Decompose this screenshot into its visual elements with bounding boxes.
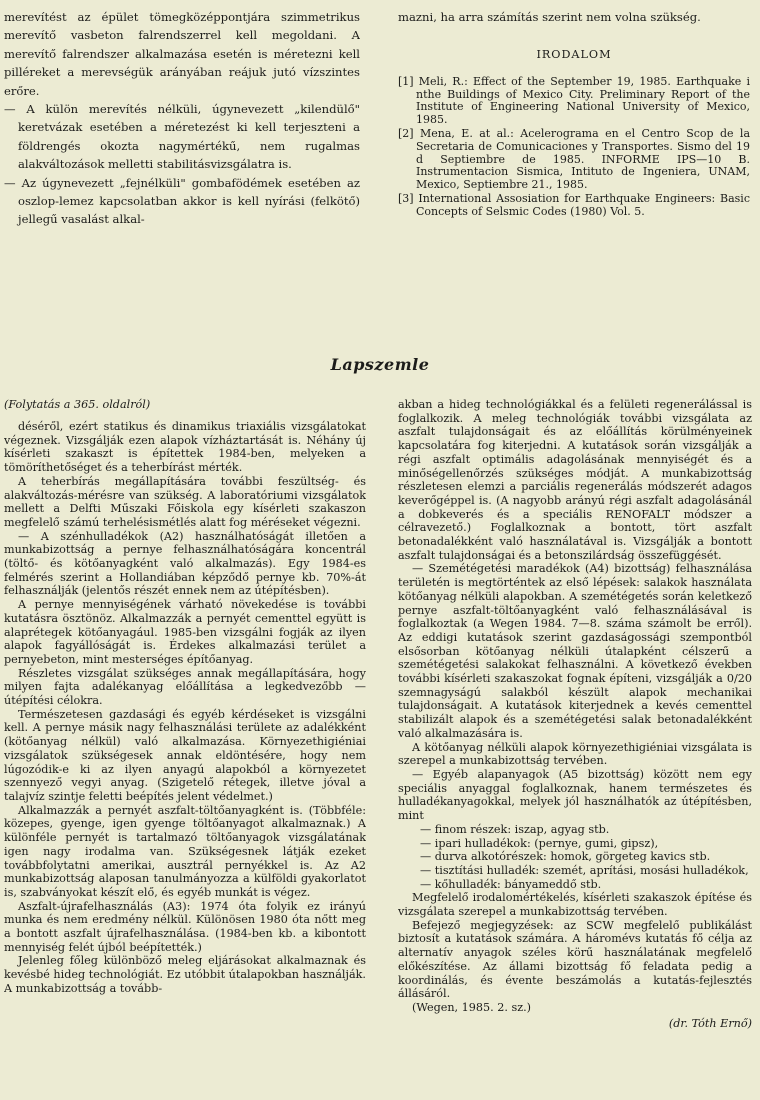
list-item: — tisztítási hulladék: szemét, aprítási, mosási hulladékok, xyxy=(420,863,749,877)
list-item: — durva alkotórészek: homok, görgeteg kavics stb. xyxy=(420,850,711,864)
paragraph: A teherbírás megállapítására további feszültség- és alakváltozás-mérésre van szükség. A laboratóriumi vizsgálatok mellett a Delfti Műszaki Főiskola egy kísérleti szakaszon megfelelő számú terhelésismétlés alatt fog méréseket végezni. xyxy=(4,474,366,529)
paragraph: merevítést az épület tömegközéppontjára szimmetrikus merevítő vasbeton falrendszerrel kell megoldani. A merevítő falrendszer alkalmazása esetén is méretezni kell pilléreket a merevségük arányában reájuk jutó vízszintes erőre. xyxy=(4,10,360,98)
reference-item: [1] Meli, R.: Effect of the September 19, 1985. Earthquake i nthe Buildings of Mexico City. Preliminary Report of the Institute of Engineering National University of Mexico, 1985. xyxy=(398,75,750,126)
paragraph: A pernye mennyiségének várható növekedése is további kutatásra ösztönöz. Alkalmazzák a pernyét cementtel együtt is alaprétegek kötőanyagául. 1985-ben vizsgálni fogják az ilyen alapok fagyállóságát is. Érdekes alkalmazási terület a pernyebeton, mint mesterséges építőanyag. xyxy=(4,598,366,666)
continued-note: (Folytatás a 365. oldalról) xyxy=(4,398,151,411)
bottom-right-column xyxy=(398,398,752,1030)
list-item: — ipari hulladékok: (pernye, gumi, gipsz), xyxy=(420,836,659,850)
paragraph: Alkalmazzák a pernyét aszfalt-töltőanyagként is. (Többféle: közepes, gyenge, igen gyenge töltőanyagot alkalmaznak.) A különféle pernyét is tartalmazó töltőanyagok vizsgálatának igen nagy irodalma van. Szükségesnek látják ezeket továbbfolytatni amerikai, ausztrál pernyékkel is. Az A2 munkabizottság alaposan tanulmányozza a külföldi gyakorlatot is, szabványokat készít elő, és egyéb munkát is végez. xyxy=(4,803,366,899)
paragraph: — Szemétégetési maradékok (A4) bizottság) felhasználása területén is megtörténtek az első lépések: salakok használata kötőanyag nélküli alapokban. A szemétégetés során keletkező pernye aszfalt-töltőanyagként való felhasználásával is foglalkoztak (a Wegen 1984. 7—8. száma számolt be erről). Az eddigi kutatások szerint gazdaságossági szempontból elsősorban kötőanyag nélküli útalapként célszerű a szemétégetési salakokat felhasználni. A következő években további kísérleti szakaszokat fognak építeni, vizsgálják a 0/20 szemnagyságú salakból készült alapok mechanikai tulajdonságait. A kutatások kiterjednek a kevés cementtel stabilizált alapok és a szemétégetési salak betonadalékként való alkalmazására is. xyxy=(398,562,752,740)
list-item: — finom részek: iszap, agyag stb. xyxy=(420,822,610,836)
paragraph: A kötőanyag nélküli alapok környezethigiéniai vizsgálata is szerepel a munkabizottság tervében. xyxy=(398,740,752,768)
reference-item: [3] International Assosiation for Earthquake Engineers: Basic Concepts of Selsmic Codes (1980) Vol. 5. xyxy=(398,192,750,219)
paragraph: — A külön merevítés nélküli, úgynevezett „kilendülő" keretvázak esetében a méretezést ki kell terjeszteni a földrengés okozta nagymértékű, nem rugalmas alakváltozások melletti stabilitásvizsgálatra is. xyxy=(4,102,360,172)
paragraph: Aszfalt-újrafelhasználás (A3): 1974 óta folyik ez irányú munka és nem eredmény nélkül. Különösen 1980 óta nőtt meg a bontott aszfalt újrafelhasználása. (1984-ben kb. a kibontott mennyiség felét újból beépítették.) xyxy=(4,899,366,954)
top-left-column xyxy=(4,8,360,229)
paragraph: mazni, ha arra számítás szerint nem volna szükség. xyxy=(398,10,701,24)
paragraph: — Az úgynevezett „fejnélküli" gombafödémek esetében az oszlop-lemez kapcsolatban akkor is kell nyírási (felkötő) jellegű vasalást alkal- xyxy=(4,175,360,227)
paragraph: — Egyéb alapanyagok (A5 bizottság) között nem egy speciális anyaggal foglalkoznak, hanem természetes és hulladékanyagokkal, melyek jól használhatók az útépítésben, mint xyxy=(398,767,752,823)
paragraph: Befejező megjegyzések: az SCW megfelelő publikálást biztosít a kutatások számára. A háromévs kutatás fő célja az alternatív anyagok széles körű használatának megfelelő előkészítése. Az állami bizottság fő feladata pedig a koordinálás, és évente beszámolás a kutatás-fejlesztés állásáról. xyxy=(398,918,752,1001)
paragraph: déséről, ezért statikus és dinamikus triaxiális vizsgálatokat végeznek. Vizsgálják ezen alapok vízháztartását is. Néhány új kísérleti szakaszt is építettek 1984-ben, melyeken a tömöríthetőséget és a teherbírást mérték. xyxy=(4,420,366,475)
top-right-column xyxy=(398,8,750,221)
source-note: (Wegen, 1985. 2. sz.) xyxy=(412,1000,532,1014)
paragraph: — A szénhulladékok (A2) használhatóságát illetően a munkabizottság a pernye felhasználhatóságára koncentrál (töltő- és kötőanyagként való alkalmazás). Egy 1984-es felmérés szerint a Hollandiában képződő pernye kb. 70%-át felhasználják (jelentős részét ennek nem az útépítésben). xyxy=(4,529,366,598)
paragraph: Megfelelő irodalomértékelés, kísérleti szakaszok építése és vizsgálata szerepel a munkabizottság tervében. xyxy=(398,891,752,919)
list-item: — kőhulladék: bányameddő stb. xyxy=(420,877,602,891)
paragraph: Részletes vizsgálat szükséges annak megállapítására, hogy milyen fajta adalékanyag előállítása a legkedvezőbb — útépítési célokra. xyxy=(4,666,366,708)
bottom-left-column xyxy=(4,420,366,996)
references-title: IRODALOM xyxy=(536,48,612,62)
paragraph: akban a hideg technológiákkal és a felületi regenerálással is foglalkozik. A meleg technológiák további vizsgálata az aszfalt tulajdonságait és az előállítás körülményeinek kapcsolatára fog kiterjedni. A kutatások során vizsgálják a régi aszfalt optimális adagolásának mennyiségét és a minőségellenőrzés szükséges módját. A munkabizottság részletesen elemzi a parciális regenerálás módszerét adagos keverőgéppel is. (A nagyobb arányú régi aszfalt adagolásánál a dobkeverés és a speciális RENOFALT módszer a célravezető.) Foglalkoznak a bontott, tört aszfalt betonadalékként való használatával is. Vizsgálják a bontott aszfalt tulajdonságai és a betonszilárdság összefüggését. xyxy=(398,398,752,562)
paragraph: Természetesen gazdasági és egyéb kérdéseket is vizsgálni kell. A pernye másik nagy felhasználási területe az adalékként (kötőanyag nélkül) való alkalmazása. Környezethigiéniai vizsgálatok szükségesek annak eldöntésére, hogy nem lúgozódik-e ki az ilyen anyagú alapokból a környezetet szennyező vegyi anyag. (Szigetelő rétegek, illetve jóval a talajvíz szintje feletti beépítés jelent védelmet.) xyxy=(4,707,366,803)
author-signature: (dr. Tóth Ernő) xyxy=(668,1016,752,1030)
paragraph: Jelenleg főleg különböző meleg eljárásokat alkalmaznak és kevésbé hideg technológiát. Ez utóbbit útalapokban használják. A munkabizottság a tovább- xyxy=(4,954,366,995)
reference-item: [2] Mena, E. at al.: Acelerograma en el Centro Scop de la Secretaria de Comunicaciones y Transportes. Sismo del 19 d Septiembre de 1985. INFORME IPS—10 B. Instrumentacion Sismica, Intituto de Ingeniera, UNAM, Mexico, Septiembre 21., 1985. xyxy=(398,127,750,191)
section-title: Lapszemle xyxy=(330,355,430,374)
